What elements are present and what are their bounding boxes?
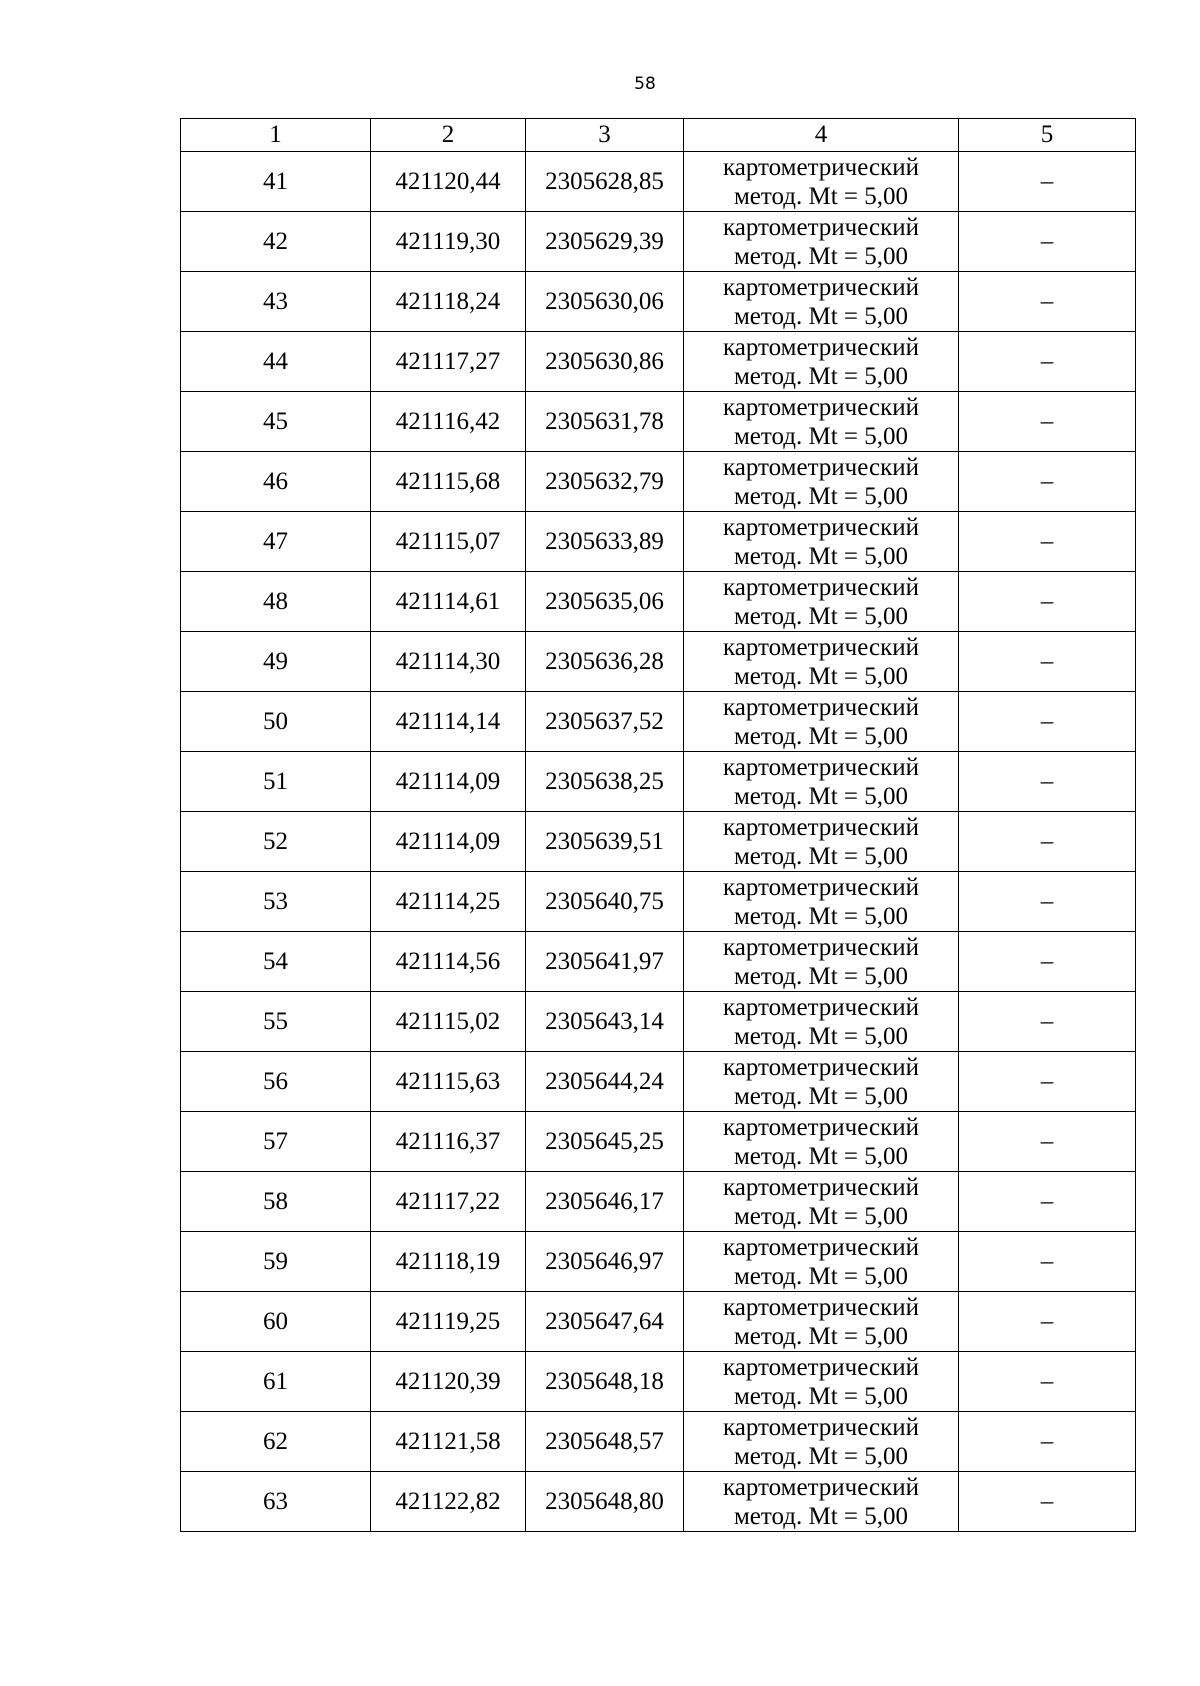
- note-cell: –: [959, 812, 1136, 872]
- note-cell: –: [959, 212, 1136, 272]
- column-header: 3: [526, 119, 684, 152]
- note-cell: –: [959, 1232, 1136, 1292]
- x-coordinate-cell: 421115,68: [371, 452, 526, 512]
- table-row: [181, 332, 1136, 392]
- x-coordinate-cell: 421115,63: [371, 1052, 526, 1112]
- coordinates-table: [180, 118, 1136, 1532]
- method-cell: [684, 932, 959, 992]
- point-number-cell: 52: [181, 812, 371, 872]
- column-header: 2: [371, 119, 526, 152]
- table-row: [181, 1472, 1136, 1532]
- table-row: [181, 812, 1136, 872]
- y-coordinate-cell: 2305647,64: [526, 1292, 684, 1352]
- method-cell: [684, 1472, 959, 1532]
- note-cell: –: [959, 1292, 1136, 1352]
- table-row: [181, 1172, 1136, 1232]
- method-text: метод. Mt = 5,00: [733, 662, 909, 690]
- note-cell: –: [959, 272, 1136, 332]
- y-coordinate-cell: 2305640,75: [526, 872, 684, 932]
- point-number-cell: 58: [181, 1172, 371, 1232]
- y-coordinate-cell: 2305630,86: [526, 332, 684, 392]
- x-coordinate-cell: 421115,02: [371, 992, 526, 1052]
- y-coordinate-cell: 2305632,79: [526, 452, 684, 512]
- method-text: метод. Mt = 5,00: [733, 182, 909, 210]
- x-coordinate-cell: 421121,58: [371, 1412, 526, 1472]
- table-body: [181, 152, 1136, 1532]
- x-coordinate-cell: 421117,22: [371, 1172, 526, 1232]
- method-cell: [684, 212, 959, 272]
- table-row: [181, 1052, 1136, 1112]
- method-text: метод. Mt = 5,00: [733, 362, 909, 390]
- y-coordinate-cell: 2305643,14: [526, 992, 684, 1052]
- x-coordinate-cell: 421118,24: [371, 272, 526, 332]
- x-coordinate-cell: 421114,30: [371, 632, 526, 692]
- y-coordinate-cell: 2305648,57: [526, 1412, 684, 1472]
- note-cell: –: [959, 692, 1136, 752]
- method-text: картометрический: [723, 1353, 919, 1381]
- table-row: [181, 452, 1136, 512]
- y-coordinate-cell: 2305639,51: [526, 812, 684, 872]
- y-coordinate-cell: 2305628,85: [526, 152, 684, 212]
- method-text: метод. Mt = 5,00: [733, 302, 909, 330]
- method-cell: [684, 632, 959, 692]
- table-row: [181, 512, 1136, 572]
- table-header-row: [181, 119, 1136, 152]
- note-cell: –: [959, 332, 1136, 392]
- method-cell: [684, 1232, 959, 1292]
- method-text: картометрический: [723, 1413, 919, 1441]
- table-row: [181, 752, 1136, 812]
- x-coordinate-cell: 421119,30: [371, 212, 526, 272]
- method-text: метод. Mt = 5,00: [733, 1142, 909, 1170]
- x-coordinate-cell: 421115,07: [371, 512, 526, 572]
- method-text: метод. Mt = 5,00: [733, 1322, 909, 1350]
- x-coordinate-cell: 421120,39: [371, 1352, 526, 1412]
- table-row: [181, 272, 1136, 332]
- note-cell: –: [959, 512, 1136, 572]
- y-coordinate-cell: 2305644,24: [526, 1052, 684, 1112]
- y-coordinate-cell: 2305637,52: [526, 692, 684, 752]
- note-cell: –: [959, 572, 1136, 632]
- table-row: [181, 212, 1136, 272]
- table-row: [181, 932, 1136, 992]
- point-number-cell: 46: [181, 452, 371, 512]
- note-cell: –: [959, 932, 1136, 992]
- method-text: картометрический: [723, 993, 919, 1021]
- method-text: картометрический: [723, 1233, 919, 1261]
- table-row: [181, 572, 1136, 632]
- method-text: метод. Mt = 5,00: [733, 962, 909, 990]
- table-row: [181, 1112, 1136, 1172]
- note-cell: –: [959, 1412, 1136, 1472]
- note-cell: –: [959, 1052, 1136, 1112]
- point-number-cell: 44: [181, 332, 371, 392]
- method-cell: [684, 692, 959, 752]
- note-cell: –: [959, 452, 1136, 512]
- x-coordinate-cell: 421120,44: [371, 152, 526, 212]
- y-coordinate-cell: 2305648,80: [526, 1472, 684, 1532]
- point-number-cell: 62: [181, 1412, 371, 1472]
- column-header: 5: [959, 119, 1136, 152]
- x-coordinate-cell: 421116,37: [371, 1112, 526, 1172]
- method-cell: [684, 992, 959, 1052]
- table-row: [181, 1412, 1136, 1472]
- method-text: метод. Mt = 5,00: [733, 1502, 909, 1530]
- method-text: картометрический: [723, 153, 919, 181]
- method-cell: [684, 752, 959, 812]
- method-text: картометрический: [723, 1053, 919, 1081]
- method-cell: [684, 452, 959, 512]
- column-header: 1: [181, 119, 371, 152]
- method-text: метод. Mt = 5,00: [733, 242, 909, 270]
- y-coordinate-cell: 2305636,28: [526, 632, 684, 692]
- method-cell: [684, 572, 959, 632]
- y-coordinate-cell: 2305648,18: [526, 1352, 684, 1412]
- method-text: метод. Mt = 5,00: [733, 1022, 909, 1050]
- point-number-cell: 59: [181, 1232, 371, 1292]
- method-text: картометрический: [723, 753, 919, 781]
- table-row: [181, 1292, 1136, 1352]
- method-text: картометрический: [723, 213, 919, 241]
- note-cell: –: [959, 992, 1136, 1052]
- y-coordinate-cell: 2305646,17: [526, 1172, 684, 1232]
- x-coordinate-cell: 421119,25: [371, 1292, 526, 1352]
- y-coordinate-cell: 2305633,89: [526, 512, 684, 572]
- method-text: метод. Mt = 5,00: [733, 722, 909, 750]
- note-cell: –: [959, 1172, 1136, 1232]
- method-text: метод. Mt = 5,00: [733, 842, 909, 870]
- x-coordinate-cell: 421114,14: [371, 692, 526, 752]
- note-cell: –: [959, 752, 1136, 812]
- method-text: метод. Mt = 5,00: [733, 1442, 909, 1470]
- y-coordinate-cell: 2305631,78: [526, 392, 684, 452]
- method-text: картометрический: [723, 453, 919, 481]
- note-cell: –: [959, 1112, 1136, 1172]
- point-number-cell: 61: [181, 1352, 371, 1412]
- x-coordinate-cell: 421116,42: [371, 392, 526, 452]
- note-cell: –: [959, 632, 1136, 692]
- point-number-cell: 57: [181, 1112, 371, 1172]
- y-coordinate-cell: 2305630,06: [526, 272, 684, 332]
- point-number-cell: 48: [181, 572, 371, 632]
- x-coordinate-cell: 421114,09: [371, 812, 526, 872]
- table-row: [181, 632, 1136, 692]
- x-coordinate-cell: 421117,27: [371, 332, 526, 392]
- point-number-cell: 50: [181, 692, 371, 752]
- point-number-cell: 43: [181, 272, 371, 332]
- x-coordinate-cell: 421122,82: [371, 1472, 526, 1532]
- method-cell: [684, 1412, 959, 1472]
- x-coordinate-cell: 421114,09: [371, 752, 526, 812]
- method-cell: [684, 392, 959, 452]
- table-row: [181, 1232, 1136, 1292]
- method-text: картометрический: [723, 273, 919, 301]
- method-text: метод. Mt = 5,00: [733, 422, 909, 450]
- method-text: метод. Mt = 5,00: [733, 482, 909, 510]
- method-text: метод. Mt = 5,00: [733, 602, 909, 630]
- point-number-cell: 54: [181, 932, 371, 992]
- method-text: картометрический: [723, 693, 919, 721]
- method-text: картометрический: [723, 813, 919, 841]
- x-coordinate-cell: 421114,25: [371, 872, 526, 932]
- method-cell: [684, 1052, 959, 1112]
- method-text: метод. Mt = 5,00: [733, 542, 909, 570]
- y-coordinate-cell: 2305646,97: [526, 1232, 684, 1292]
- y-coordinate-cell: 2305629,39: [526, 212, 684, 272]
- method-text: картометрический: [723, 1113, 919, 1141]
- method-cell: [684, 272, 959, 332]
- point-number-cell: 47: [181, 512, 371, 572]
- point-number-cell: 60: [181, 1292, 371, 1352]
- method-text: картометрический: [723, 1173, 919, 1201]
- point-number-cell: 56: [181, 1052, 371, 1112]
- point-number-cell: 55: [181, 992, 371, 1052]
- method-cell: [684, 152, 959, 212]
- method-cell: [684, 812, 959, 872]
- method-text: картометрический: [723, 1473, 919, 1501]
- point-number-cell: 42: [181, 212, 371, 272]
- method-text: метод. Mt = 5,00: [733, 1262, 909, 1290]
- table-row: [181, 152, 1136, 212]
- table-row: [181, 392, 1136, 452]
- x-coordinate-cell: 421114,61: [371, 572, 526, 632]
- point-number-cell: 45: [181, 392, 371, 452]
- table-row: [181, 692, 1136, 752]
- note-cell: –: [959, 392, 1136, 452]
- method-cell: [684, 1112, 959, 1172]
- page-number: 58: [634, 74, 656, 94]
- method-text: метод. Mt = 5,00: [733, 1382, 909, 1410]
- point-number-cell: 49: [181, 632, 371, 692]
- method-cell: [684, 872, 959, 932]
- point-number-cell: 51: [181, 752, 371, 812]
- method-cell: [684, 332, 959, 392]
- y-coordinate-cell: 2305641,97: [526, 932, 684, 992]
- method-cell: [684, 1172, 959, 1232]
- y-coordinate-cell: 2305635,06: [526, 572, 684, 632]
- column-header: 4: [684, 119, 959, 152]
- note-cell: –: [959, 1472, 1136, 1532]
- table-row: [181, 992, 1136, 1052]
- point-number-cell: 41: [181, 152, 371, 212]
- method-text: метод. Mt = 5,00: [733, 1202, 909, 1230]
- y-coordinate-cell: 2305638,25: [526, 752, 684, 812]
- table-row: [181, 1352, 1136, 1412]
- method-text: метод. Mt = 5,00: [733, 902, 909, 930]
- method-cell: [684, 512, 959, 572]
- method-text: картометрический: [723, 933, 919, 961]
- method-text: картометрический: [723, 513, 919, 541]
- method-text: картометрический: [723, 1293, 919, 1321]
- method-text: метод. Mt = 5,00: [733, 782, 909, 810]
- method-cell: [684, 1352, 959, 1412]
- point-number-cell: 53: [181, 872, 371, 932]
- method-text: метод. Mt = 5,00: [733, 1082, 909, 1110]
- method-text: картометрический: [723, 393, 919, 421]
- y-coordinate-cell: 2305645,25: [526, 1112, 684, 1172]
- note-cell: –: [959, 152, 1136, 212]
- note-cell: –: [959, 872, 1136, 932]
- method-text: картометрический: [723, 633, 919, 661]
- method-cell: [684, 1292, 959, 1352]
- method-text: картометрический: [723, 873, 919, 901]
- x-coordinate-cell: 421118,19: [371, 1232, 526, 1292]
- x-coordinate-cell: 421114,56: [371, 932, 526, 992]
- note-cell: –: [959, 1352, 1136, 1412]
- table-row: [181, 872, 1136, 932]
- method-text: картометрический: [723, 333, 919, 361]
- method-text: картометрический: [723, 573, 919, 601]
- point-number-cell: 63: [181, 1472, 371, 1532]
